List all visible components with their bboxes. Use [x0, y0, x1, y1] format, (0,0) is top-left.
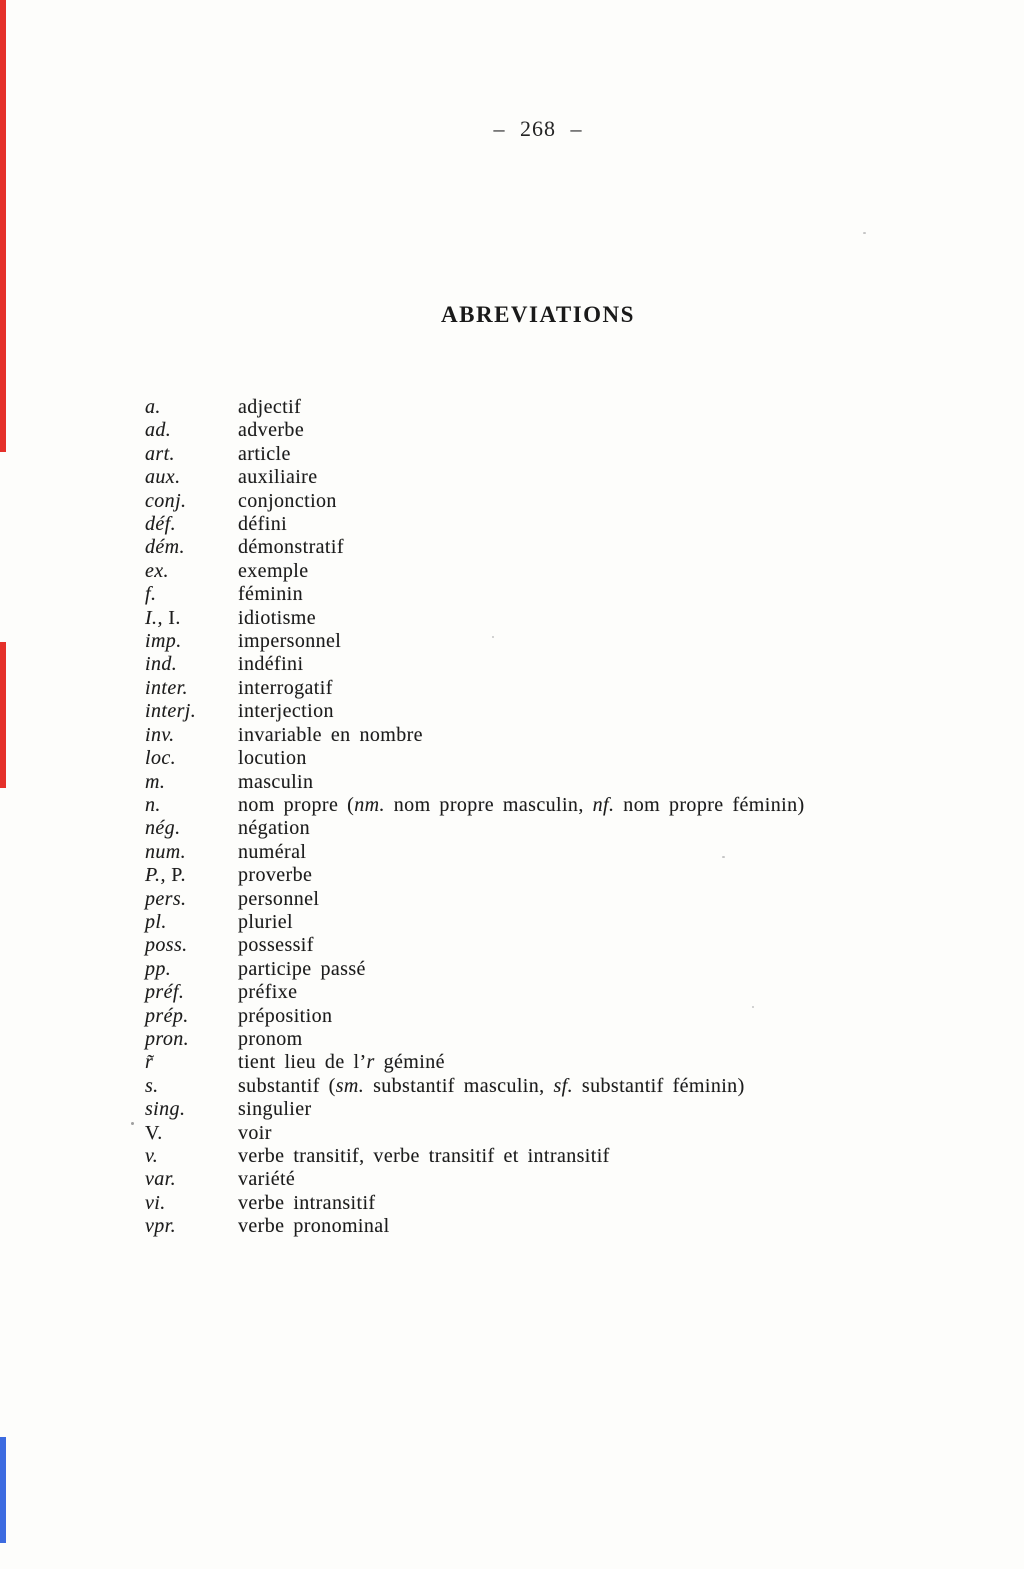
list-item [145, 1145, 995, 1168]
abbreviation-definition: substantif (sm. substantif masculin, sf. substantif féminin) [238, 1074, 745, 1097]
abbreviation-term: pers. [145, 887, 187, 910]
abbreviation-definition: interrogatif [238, 676, 333, 699]
abbreviation-term: vpr. [145, 1215, 177, 1238]
abbreviation-definition: impersonnel [238, 630, 342, 653]
abbreviation-term: loc. [145, 747, 177, 770]
abbreviation-term: num. [145, 840, 187, 863]
list-item [145, 1005, 995, 1028]
abbreviation-term: r̃ [145, 1051, 154, 1074]
abbreviation-term: s. [145, 1074, 159, 1097]
list-item [145, 700, 995, 723]
list-item [145, 583, 995, 606]
page-edge-red-strip-middle [0, 642, 6, 788]
abbreviation-term: f. [145, 583, 157, 606]
scan-speck [492, 636, 494, 638]
abbreviation-term: pron. [145, 1027, 190, 1050]
abbreviation-term: inter. [145, 676, 188, 699]
abbreviation-term: art. [145, 442, 175, 465]
abbreviation-definition: verbe pronominal [238, 1215, 390, 1238]
abbreviation-term: a. [145, 396, 161, 418]
abbreviation-term: n. [145, 793, 161, 816]
abbreviation-definition: singulier [238, 1098, 312, 1121]
abbreviation-definition: conjonction [238, 489, 337, 512]
list-item [145, 536, 995, 559]
abbreviation-list [145, 396, 995, 1239]
list-item [145, 443, 995, 466]
scan-speck [863, 232, 866, 234]
list-item [145, 958, 995, 981]
list-item [145, 607, 995, 630]
abbreviation-definition: verbe intransitif [238, 1191, 376, 1214]
abbreviation-definition: idiotisme [238, 606, 317, 629]
abbreviation-definition: tient lieu de l’r géminé [238, 1051, 445, 1074]
scan-speck [722, 856, 725, 858]
page-edge-blue-strip-bottom [0, 1437, 6, 1543]
abbreviation-definition: préfixe [238, 981, 298, 1004]
list-item [145, 1122, 995, 1145]
abbreviation-term: imp. [145, 630, 182, 653]
abbreviation-term: vi. [145, 1191, 166, 1214]
list-item [145, 1098, 995, 1121]
scan-speck [131, 1122, 134, 1125]
abbreviation-definition: défini [238, 513, 288, 536]
page-title: ABREVIATIONS [441, 302, 635, 327]
abbreviation-term: conj. [145, 489, 187, 512]
abbreviation-definition: adjectif [238, 396, 302, 418]
list-item [145, 677, 995, 700]
abbreviation-term: v. [145, 1145, 159, 1167]
abbreviation-term: V. [145, 1121, 163, 1144]
list-item [145, 630, 995, 653]
abbreviation-term: nég. [145, 817, 181, 840]
abbreviation-definition: féminin [238, 583, 304, 606]
list-item [145, 560, 995, 583]
abbreviation-definition: verbe transitif, verbe transitif et intransitif [238, 1145, 610, 1167]
abbreviation-definition: participe passé [238, 957, 366, 980]
abbreviation-term: déf. [145, 513, 177, 536]
abbreviation-definition: négation [238, 817, 311, 840]
abbreviation-term: dém. [145, 536, 185, 559]
list-item [145, 841, 995, 864]
abbreviation-definition: possessif [238, 934, 314, 957]
list-item [145, 490, 995, 513]
abbreviation-term: ex. [145, 559, 169, 582]
abbreviation-term: P., P. [145, 864, 186, 887]
abbreviation-term: pl. [145, 910, 167, 933]
abbreviation-term: prép. [145, 1004, 189, 1027]
list-item [145, 747, 995, 770]
abbreviation-term: m. [145, 770, 166, 793]
abbreviation-definition: proverbe [238, 864, 313, 887]
abbreviation-definition: adverbe [238, 419, 305, 442]
abbreviation-definition: interjection [238, 700, 334, 723]
list-item [145, 466, 995, 489]
abbreviation-definition: variété [238, 1168, 296, 1191]
abbreviation-definition: voir [238, 1121, 272, 1144]
abbreviation-definition: numéral [238, 840, 307, 863]
abbreviation-definition: masculin [238, 770, 314, 793]
abbreviation-term: inv. [145, 723, 175, 746]
abbreviation-definition: auxiliaire [238, 466, 318, 489]
abbreviation-term: préf. [145, 981, 185, 1004]
list-item [145, 771, 995, 794]
list-item [145, 1215, 995, 1238]
abbreviation-definition: préposition [238, 1004, 333, 1027]
list-item [145, 888, 995, 911]
abbreviation-term: ad. [145, 419, 172, 442]
abbreviation-definition: locution [238, 747, 307, 770]
list-item [145, 934, 995, 957]
abbreviation-definition: exemple [238, 559, 309, 582]
list-item [145, 1075, 995, 1098]
list-item [145, 1168, 995, 1191]
abbreviation-term: I., I. [145, 606, 181, 629]
abbreviation-term: var. [145, 1168, 177, 1191]
abbreviation-definition: démonstratif [238, 536, 344, 559]
abbreviation-definition: personnel [238, 887, 320, 910]
list-item [145, 653, 995, 676]
abbreviation-definition: nom propre (nm. nom propre masculin, nf. nom propre féminin) [238, 793, 805, 816]
list-item [145, 419, 995, 442]
abbreviation-definition: indéfini [238, 653, 304, 676]
page-edge-red-strip-top [0, 0, 6, 452]
page-number: – 268 – [493, 116, 583, 141]
list-item [145, 1051, 995, 1074]
abbreviation-term: poss. [145, 934, 188, 957]
abbreviation-definition: invariable en nombre [238, 723, 423, 746]
list-item [145, 864, 995, 887]
list-item [145, 1192, 995, 1215]
abbreviation-definition: pronom [238, 1027, 303, 1050]
abbreviation-term: interj. [145, 700, 197, 723]
abbreviation-term: aux. [145, 466, 181, 489]
abbreviation-term: sing. [145, 1098, 186, 1121]
list-item [145, 911, 995, 934]
scan-speck [752, 1006, 754, 1008]
list-item [145, 817, 995, 840]
list-item [145, 981, 995, 1004]
abbreviation-definition: pluriel [238, 910, 294, 933]
list-item [145, 1028, 995, 1051]
abbreviation-term: pp. [145, 957, 172, 980]
list-item [145, 396, 995, 419]
list-item [145, 794, 995, 817]
abbreviation-definition: article [238, 442, 291, 465]
list-item [145, 724, 995, 747]
list-item [145, 513, 995, 536]
abbreviation-term: ind. [145, 653, 178, 676]
